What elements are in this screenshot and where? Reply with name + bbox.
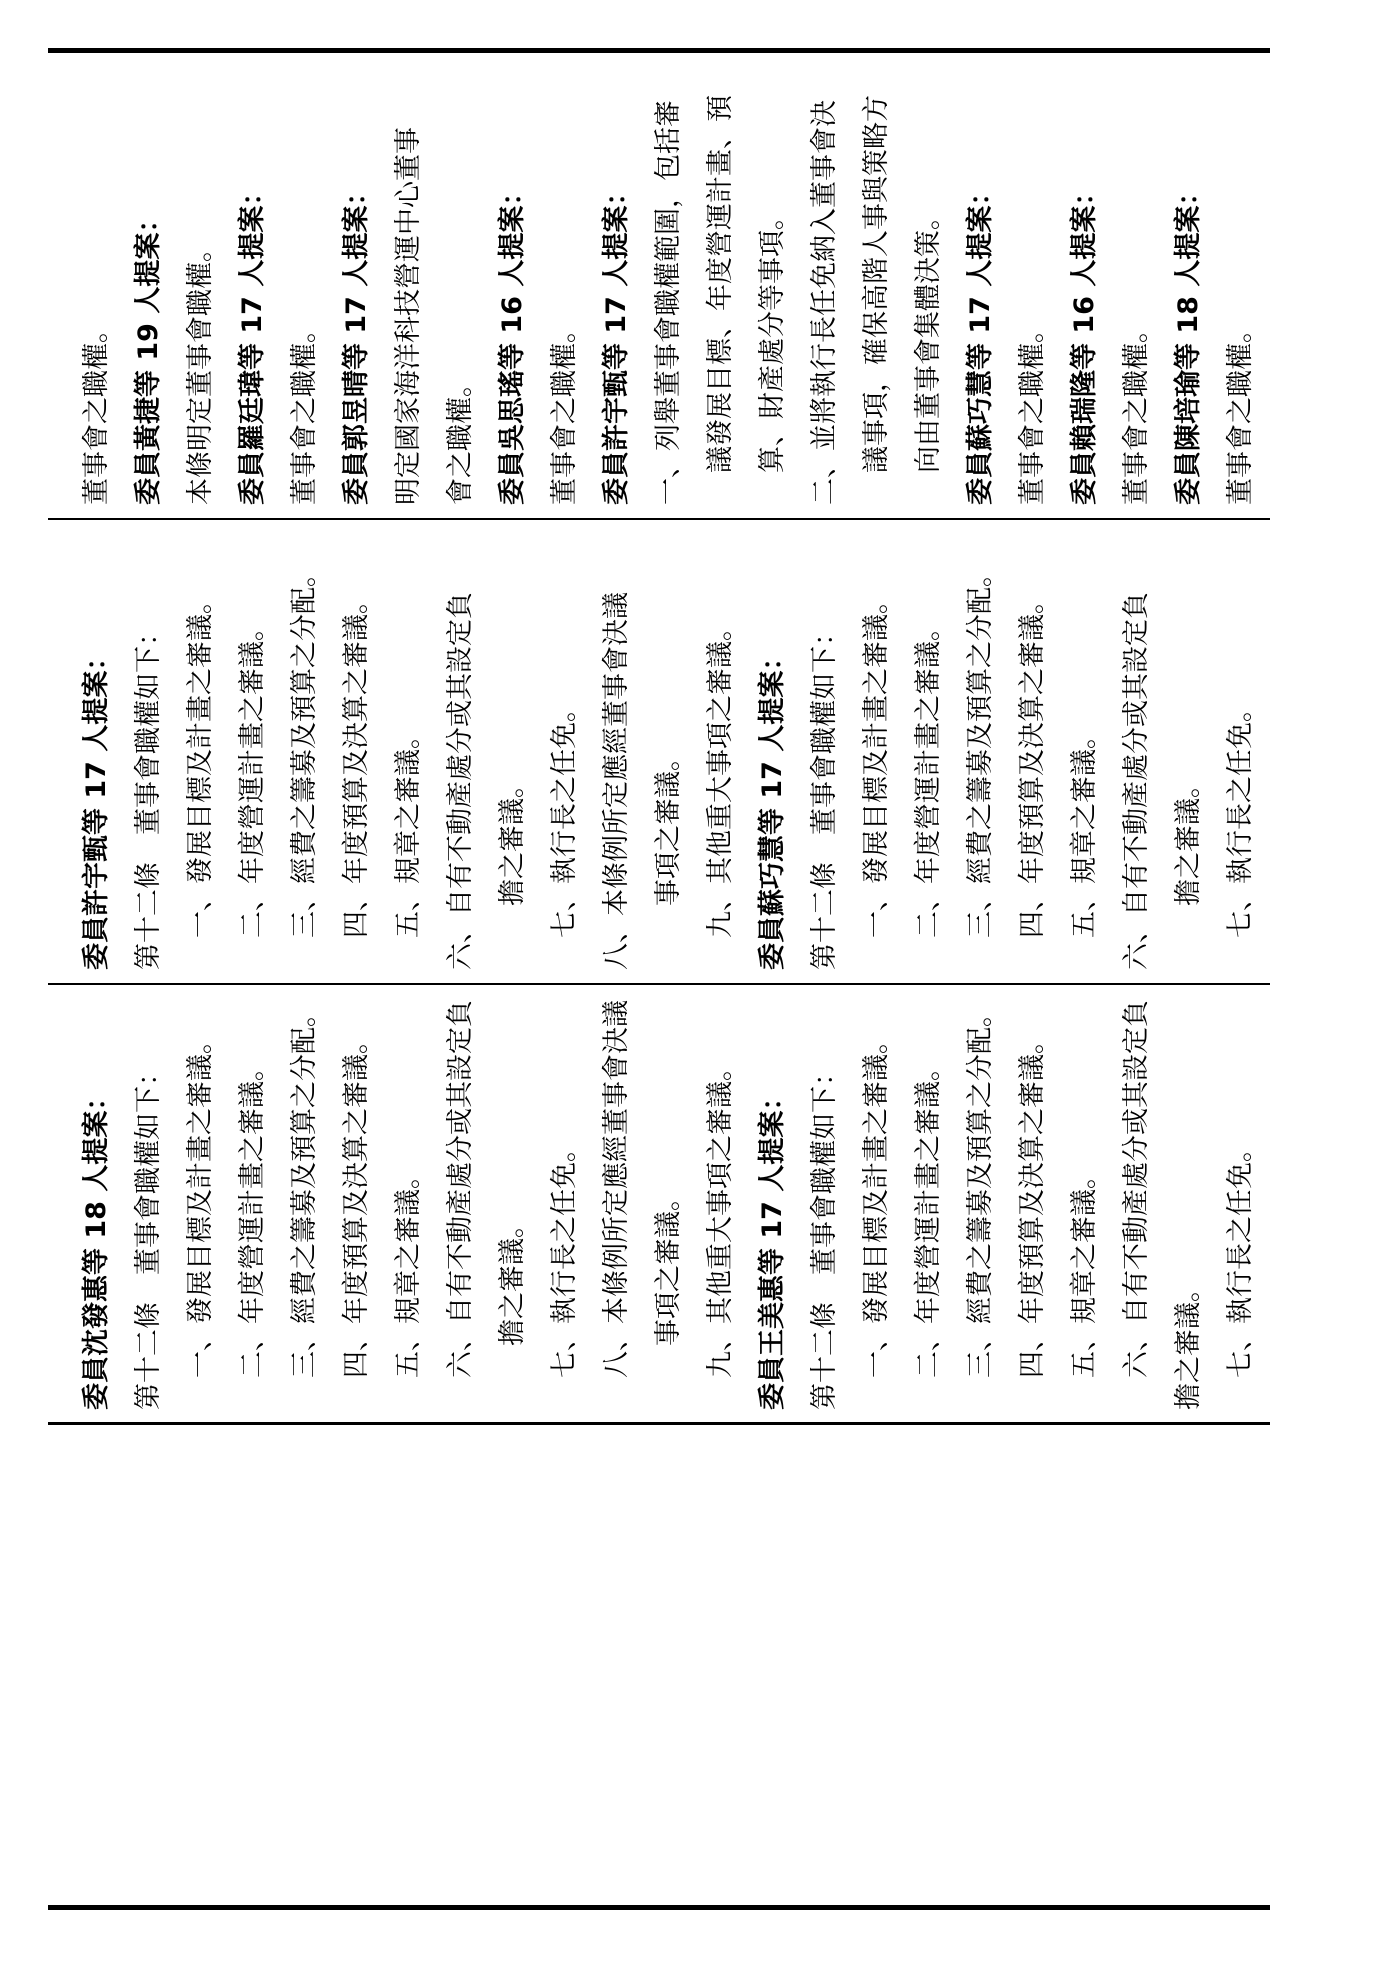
clause-line: 二、年度營運計畫之審議。	[237, 1054, 268, 1378]
proposer-heading: 委員許宇甄等 17 人提案：	[81, 643, 112, 970]
clause-line: 擔之審議。	[497, 1211, 528, 1346]
clause-line: 三、經費之籌募及預算之分配。	[289, 1000, 320, 1378]
clause-line: 第十二條 董事會職權如下：	[133, 1059, 164, 1410]
clause-line: 事項之審議。	[653, 1184, 684, 1346]
proposer-heading: 委員蘇巧慧等 17 人提案：	[965, 178, 996, 505]
proposer-heading: 委員沈發惠等 18 人提案：	[81, 1083, 112, 1410]
clause-line: 第十二條 董事會職權如下：	[809, 619, 840, 970]
proposer-heading: 委員吳思瑤等 16 人提案：	[497, 178, 528, 505]
proposer-heading: 委員賴瑞隆等 16 人提案：	[1069, 178, 1100, 505]
clause-line: 三、經費之籌募及預算之分配。	[965, 1000, 996, 1378]
panel-divider-2	[48, 518, 1270, 520]
panel-divider-1	[48, 983, 1270, 985]
clause-line: 九、其他重大事項之審議。	[705, 1054, 736, 1378]
clause-line: 算、財產處分等事項。	[757, 203, 788, 473]
proposer-heading: 委員許宇甄等 17 人提案：	[601, 178, 632, 505]
panel-xu-yuzhen	[70, 520, 1270, 982]
clause-line: 擔之審議。	[497, 771, 528, 906]
clause-line: 六、自有不動產處分或其設定負	[1121, 1000, 1152, 1378]
proposer-heading: 委員黃捷等 19 人提案：	[133, 205, 164, 505]
clause-line: 六、自有不動產處分或其設定負	[445, 1000, 476, 1378]
clause-line: 明定國家海洋科技營運中心董事	[393, 127, 424, 505]
clause-line: 五、規章之審議。	[393, 722, 424, 938]
clause-line: 董事會之職權。	[549, 316, 580, 505]
clause-line: 四、年度預算及決算之審議。	[341, 1027, 372, 1378]
clause-line: 五、規章之審議。	[393, 1162, 424, 1378]
clause-line: 董事會之職權。	[289, 316, 320, 505]
clause-line: 本條明定董事會職權。	[185, 235, 216, 505]
panel-shen-fahui	[70, 985, 1270, 1422]
clause-line: 五、規章之審議。	[1069, 1162, 1100, 1378]
clause-line: 七、執行長之任免。	[549, 695, 580, 938]
clause-line: 一、發展目標及計畫之審議。	[861, 1027, 892, 1378]
clause-line: 一、列舉董事會職權範圍，包括審	[653, 100, 684, 505]
clause-line: 四、年度預算及決算之審議。	[1017, 587, 1048, 938]
clause-line: 一、發展目標及計畫之審議。	[185, 1027, 216, 1378]
proposer-heading: 委員蘇巧慧等 17 人提案：	[757, 643, 788, 970]
clause-line: 七、執行長之任免。	[1225, 1135, 1256, 1378]
clause-line: 擔之審議。	[1173, 1275, 1204, 1410]
clause-line: 議發展目標、年度營運計畫、預	[705, 95, 736, 473]
clause-line: 八、本條例所定應經董事會決議	[601, 1000, 632, 1378]
top-rule	[48, 48, 1270, 53]
clause-line: 第十二條 董事會職權如下：	[809, 1059, 840, 1410]
proposer-heading: 委員郭昱晴等 17 人提案：	[341, 178, 372, 505]
clause-line: 三、經費之籌募及預算之分配。	[965, 560, 996, 938]
clause-line: 二、年度營運計畫之審議。	[913, 1054, 944, 1378]
clause-line: 九、其他重大事項之審議。	[705, 614, 736, 938]
clause-line: 會之職權。	[445, 370, 476, 505]
bottom-rule	[48, 1905, 1270, 1910]
clause-line: 董事會之職權。	[81, 316, 112, 505]
clause-line: 六、自有不動產處分或其設定負	[1121, 592, 1152, 970]
clause-line: 四、年度預算及決算之審議。	[341, 587, 372, 938]
clause-line: 向由董事會集體決策。	[913, 203, 944, 473]
clause-line: 擔之審議。	[1173, 771, 1204, 906]
clause-line: 一、發展目標及計畫之審議。	[185, 587, 216, 938]
clause-line: 議事項，確保高階人事與策略方	[861, 95, 892, 473]
clause-line: 二、並將執行長任免納入董事會決	[809, 100, 840, 505]
clause-line: 五、規章之審議。	[1069, 722, 1100, 938]
clause-line: 第十二條 董事會職權如下：	[133, 619, 164, 970]
clause-line: 事項之審議。	[653, 744, 684, 906]
panel-explanations	[70, 54, 1270, 517]
proposer-heading: 委員羅廷瑋等 17 人提案：	[237, 178, 268, 505]
clause-line: 董事會之職權。	[1017, 316, 1048, 505]
clause-line: 四、年度預算及決算之審議。	[1017, 1027, 1048, 1378]
clause-line: 董事會之職權。	[1225, 316, 1256, 505]
clause-line: 一、發展目標及計畫之審議。	[861, 587, 892, 938]
section-end-rule	[48, 1422, 1270, 1425]
clause-line: 七、執行長之任免。	[1225, 695, 1256, 938]
clause-line: 三、經費之籌募及預算之分配。	[289, 560, 320, 938]
clause-line: 董事會之職權。	[1121, 316, 1152, 505]
clause-line: 二、年度營運計畫之審議。	[913, 614, 944, 938]
clause-line: 七、執行長之任免。	[549, 1135, 580, 1378]
clause-line: 二、年度營運計畫之審議。	[237, 614, 268, 938]
proposer-heading: 委員陳培瑜等 18 人提案：	[1173, 178, 1204, 505]
clause-line: 六、自有不動產處分或其設定負	[445, 592, 476, 970]
proposer-heading: 委員王美惠等 17 人提案：	[757, 1083, 788, 1410]
clause-line: 八、本條例所定應經董事會決議	[601, 592, 632, 970]
